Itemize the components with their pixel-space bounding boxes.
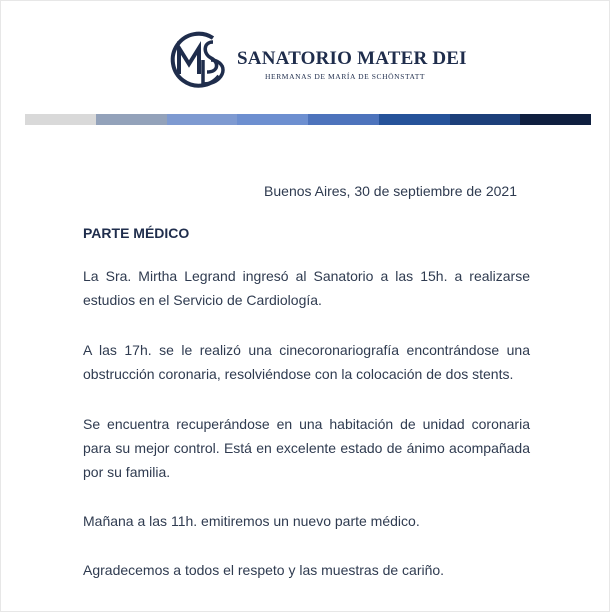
band-segment	[379, 114, 450, 125]
paragraph-procedure: A las 17h. se le realizó una cinecoronariografía encontrándose una obstrucción coronaria, resolviéndose con la colocación de dos stents.	[83, 342, 530, 382]
band-segment	[308, 114, 379, 125]
band-segment	[25, 114, 96, 125]
band-segment	[520, 114, 591, 125]
band-segment	[96, 114, 167, 125]
paragraph-thanks: Agradecemos a todos el respeto y las muestras de cariño.	[83, 562, 445, 578]
color-band	[25, 114, 591, 125]
band-segment	[237, 114, 308, 125]
paragraph-next-report: Mañana a las 11h. emitiremos un nuevo parte médico.	[83, 513, 420, 529]
msd-monogram-icon	[167, 30, 231, 90]
paragraph-status: Se encuentra recuperándose en una habitación de unidad coronaria para su mejor control. Está en excelente estado de ánimo acompañada por su familia.	[83, 416, 530, 480]
letterhead	[161, 29, 467, 91]
brand-name: SANATORIO MATER DEI	[237, 48, 467, 69]
paragraph-admission: La Sra. Mirtha Legrand ingresó al Sanatorio a las 15h. a realizarse estudios en el Servicio de Cardiología.	[83, 268, 530, 308]
document-date: Buenos Aires, 30 de septiembre de 2021	[264, 183, 517, 199]
brand-subtitle: HERMANAS DE MARÍA DE SCHÖNSTATT	[265, 72, 426, 81]
band-segment	[450, 114, 521, 125]
band-segment	[167, 114, 238, 125]
document-title: PARTE MÉDICO	[83, 225, 190, 241]
